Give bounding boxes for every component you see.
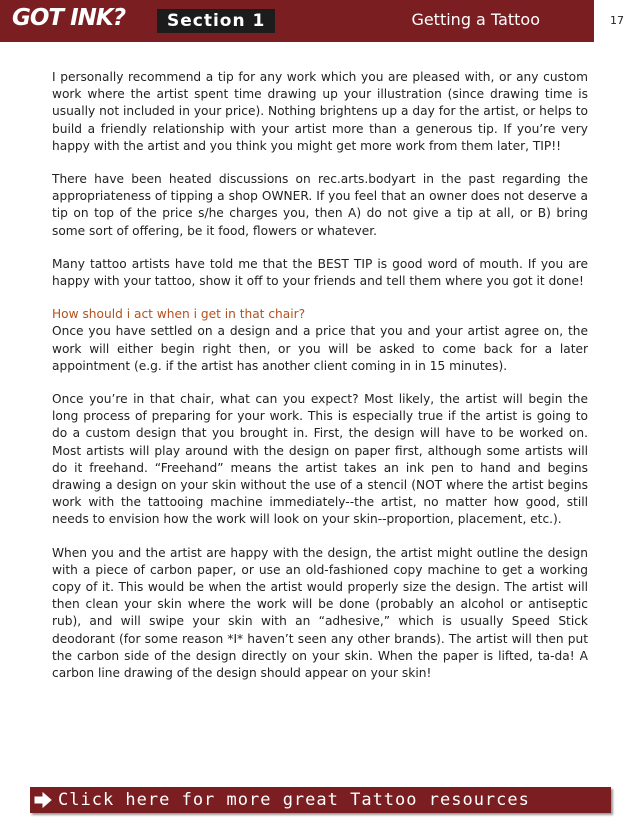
section-label: Section 1 xyxy=(157,9,275,33)
section-heading: How should i act when i get in that chair? xyxy=(52,307,306,322)
paragraph-tipping: I personally recommend a tip for any work which you are pleased with, or any custom work where the artist spent time drawing up your illustration (since drawing time is usually not included in your price). Nothing brightens up a day for the artist, or helps to build a friendly relationship with your artist more than a generous tip. If you’re very happy with the artist and you think you might get more work from them later, TIP!! xyxy=(52,70,588,153)
paragraph-carbon-paper: When you and the artist are happy with the design, the artist might outline the design with a piece of carbon paper, or use an old-fashioned copy machine to get a working copy of it. This would be when the artist would properly size the design. The artist will then clean your skin where the work will be done (probably an alcohol or antiseptic rub), and will swipe your skin with an “adhesive,” which is usually Speed Stick deodorant (for some reason *I* haven’t seen any other brands). The artist will then put the carbon side of the design directly on your skin. When the paper is lifted, ta-da! A carbon line drawing of the design should appear on your skin! xyxy=(52,545,588,681)
header-bar xyxy=(0,0,594,42)
paragraph-shop-owner: There have been heated discussions on rec.arts.bodyart in the past regarding the appropriateness of tipping a shop OWNER. If you feel that an owner does not deserve a tip on top of the price s/he charges you, then A) do not give a tip at all, or B) bring some sort of offering, be it food, flowers or whatever. xyxy=(52,172,588,238)
resources-link[interactable] xyxy=(30,787,611,813)
paragraph-in-chair: Once you’re in that chair, what can you expect? Most likely, the artist will begin the long process of preparing for your work. This is especially true if the artist is going to do a custom design that you brought in. First, the design will have to be worked on. Most artists will play around with the design on paper first, although some artists will do it freehand. “Freehand” means the artist takes an ink pen to hand and begins drawing a design on your skin without the use of a stencil (NOT where the artist begins work with the tattooing machine immediately--the artist, no matter how good, still needs to envision how the work will look on your skin--proportion, placement, etc.). xyxy=(52,392,588,527)
brand-logo: GOT INK? xyxy=(12,5,126,31)
page-number: 17 xyxy=(610,14,624,27)
arrow-right-icon xyxy=(30,787,56,813)
page-title: Getting a Tattoo xyxy=(411,10,540,29)
article-body xyxy=(52,69,588,698)
paragraph-best-tip: Many tattoo artists have told me that the BEST TIP is good word of mouth. If you are happy with your tattoo, show it off to your friends and tell them where you got it done! xyxy=(52,256,588,289)
paragraph-settled-design: Once you have settled on a design and a price that you and your artist agree on, the work will either begin right then, or you will be asked to come back for a later appointment (e.g. if the artist has another client coming in in 15 minutes). xyxy=(52,324,588,373)
resources-link-label: Click here for more great Tattoo resources xyxy=(58,790,530,810)
